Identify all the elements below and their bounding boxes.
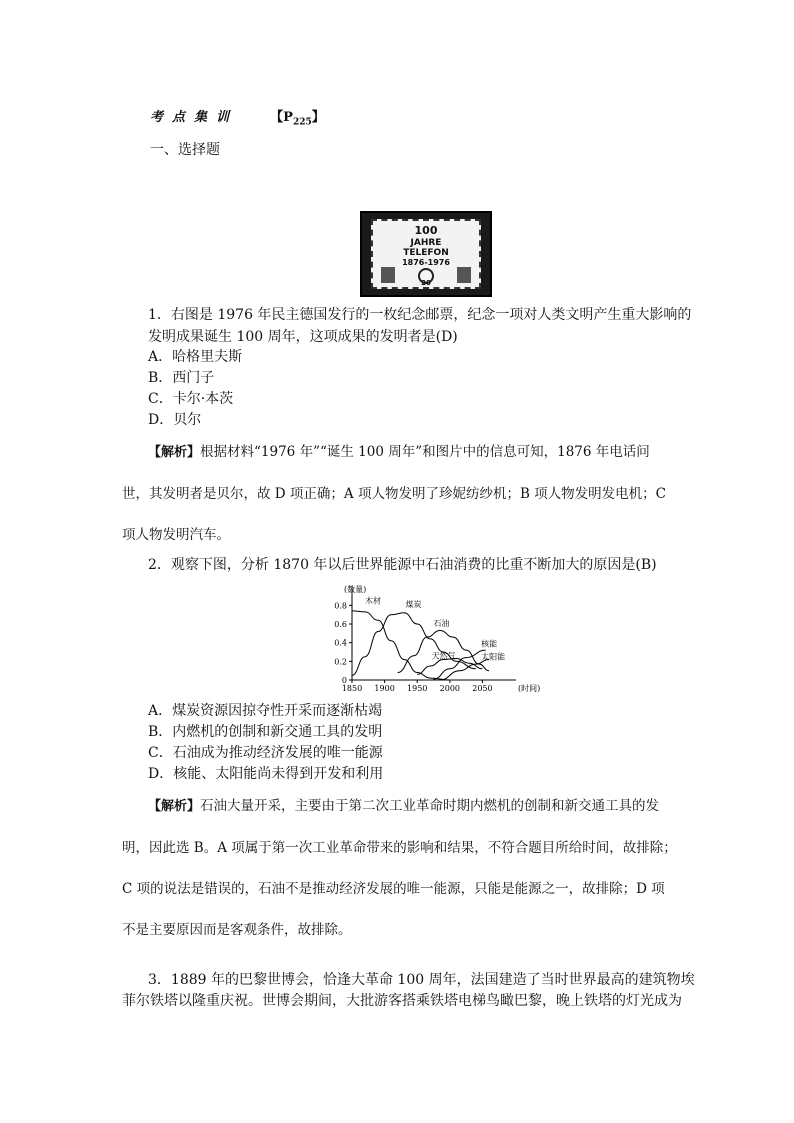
series-label-1: 煤炭 bbox=[405, 600, 422, 610]
q1-analysis-line3: 项人物发明汽车。 bbox=[122, 527, 230, 543]
telephone-stamp-image bbox=[360, 211, 492, 297]
stamp-text-3: TELEFON bbox=[403, 248, 449, 258]
q2-option-c: C．石油成为推动经济发展的唯一能源 bbox=[148, 745, 383, 761]
y-tick-label: 0.6 bbox=[334, 620, 347, 629]
stamp-text-4: 1876-1976 bbox=[402, 258, 450, 267]
x-tick-label: 2050 bbox=[472, 684, 493, 693]
q2-analysis-line3: C 项的说法是错误的，石油不是推动经济发展的唯一能源，只能是能源之一，故排除；D 项 bbox=[122, 881, 665, 897]
series-line-3 bbox=[417, 659, 482, 675]
stamp-artwork bbox=[373, 221, 479, 287]
header-title: 考点集训 bbox=[150, 110, 239, 125]
section-title: 一、选择题 bbox=[150, 142, 220, 158]
q1-option-c: C．卡尔·本茨 bbox=[148, 391, 234, 407]
stamp-ornament-left bbox=[381, 267, 395, 283]
x-axis-label: (时间) bbox=[518, 684, 541, 693]
series-label-3: 天然气 bbox=[431, 651, 456, 661]
x-tick-label: 1950 bbox=[407, 684, 428, 693]
x-tick-label: 1900 bbox=[374, 684, 395, 693]
q1-analysis-line2: 世，其发明者是贝尔，故 D 项正确；A 项人物发明了珍妮纺纱机；B 项人物发明发电机；C bbox=[122, 486, 666, 502]
q1-option-d: D．贝尔 bbox=[148, 412, 202, 428]
q2-option-a: A．煤炭资源因掠夺性开采而逐渐枯竭 bbox=[148, 703, 383, 719]
y-tick-label: 0 bbox=[341, 676, 347, 685]
page-reference: 【$P_{225}$】 bbox=[270, 110, 325, 128]
analysis-label: 【解析】 bbox=[148, 445, 201, 460]
section-header bbox=[150, 106, 325, 128]
y-tick-label: 0.2 bbox=[334, 657, 347, 667]
q2-option-d: D．核能、太阳能尚未得到开发和利用 bbox=[148, 766, 384, 782]
q1-stem-line1: 1．右图是 1976 年民主德国发行的一枚纪念邮票，纪念一项对人类文明产生重大影响的 bbox=[148, 307, 692, 323]
q3-stem-line1: 3．1889 年的巴黎世博会，恰逢大革命 100 周年，法国建造了当时世界最高的建筑物埃 bbox=[148, 972, 695, 988]
stamp-ornament-right bbox=[457, 267, 471, 283]
stamp-text-2: JAHRE bbox=[410, 238, 442, 248]
q1-stem-line2: 发明成果诞生 100 周年，这项成果的发明者是(D) bbox=[148, 329, 458, 345]
q3-stem-line2: 菲尔铁塔以隆重庆祝。世博会期间，大批游客搭乘铁塔电梯鸟瞰巴黎，晚上铁塔的灯光成为 bbox=[122, 993, 682, 1009]
q1-option-a: A．哈格里夫斯 bbox=[148, 349, 243, 365]
series-label-4: 核能 bbox=[481, 639, 498, 649]
x-tick-label: 2000 bbox=[439, 684, 461, 693]
series-label-0: 木材 bbox=[365, 596, 382, 606]
q1-option-b: B．西门子 bbox=[148, 370, 215, 386]
series-label-5: 太阳能 bbox=[481, 652, 506, 662]
q1-analysis-line1: 【解析】根据材料“1976 年”“诞生 100 周年”和图片中的信息可知，1876 年电话问 bbox=[148, 444, 650, 460]
series-line-1 bbox=[352, 613, 476, 676]
q2-option-b: B．内燃机的创制和新交通工具的发明 bbox=[148, 724, 383, 740]
y-tick-label: 0.8 bbox=[334, 601, 347, 611]
stamp-value: 20 bbox=[421, 279, 431, 287]
y-tick-label: 0.4 bbox=[334, 638, 347, 648]
analysis-label: 【解析】 bbox=[148, 799, 201, 814]
y-axis-label: (数量) bbox=[344, 585, 367, 594]
q2-analysis-line2: 明，因此选 B。A 项属于第一次工业革命带来的影响和结果，不符合题目所给时间，故排除； bbox=[122, 840, 677, 856]
x-tick-label: 1850 bbox=[341, 684, 363, 693]
q2-stem: 2．观察下图，分析 1870 年以后世界能源中石油消费的比重不断加大的原因是(B) bbox=[148, 557, 657, 573]
series-label-2: 石油 bbox=[433, 618, 450, 628]
q2-analysis-line4: 不是主要原因而是客观条件，故排除。 bbox=[122, 922, 352, 938]
energy-consumption-chart bbox=[308, 582, 541, 694]
stamp-text-1: 100 bbox=[414, 224, 438, 237]
q2-analysis-line1: 【解析】石油大量开采，主要由于第二次工业革命时期内燃机的创制和新交通工具的发 bbox=[148, 798, 660, 814]
